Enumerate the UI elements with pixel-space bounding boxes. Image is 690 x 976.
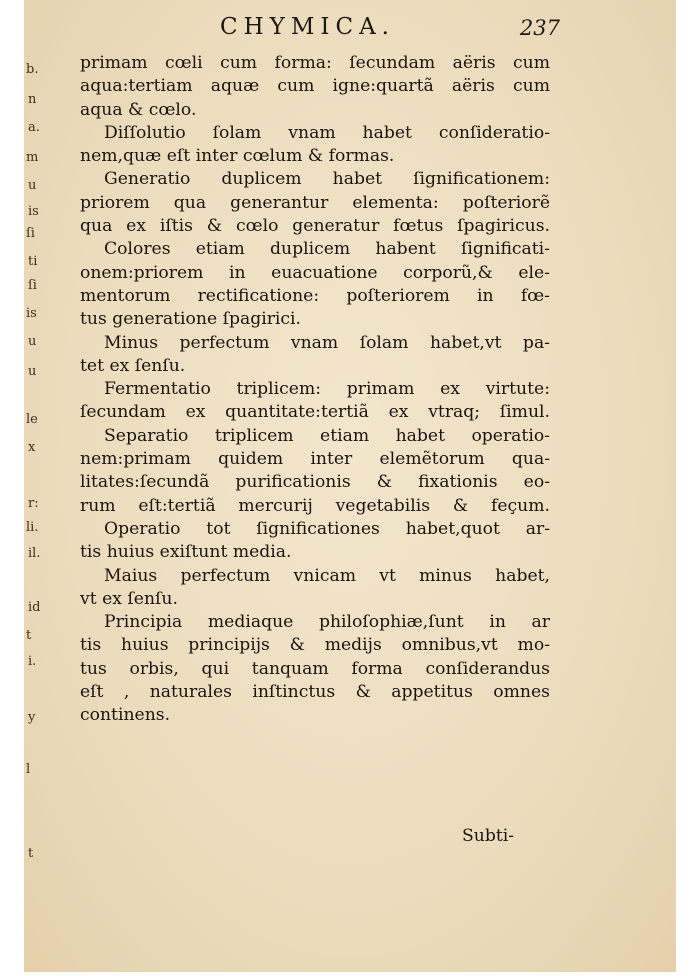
gutter-mark: t — [26, 628, 32, 643]
text-line: priorem qua generantur elementa: poſteriorẽ — [80, 192, 550, 213]
text-line: tis huius principijs & medijs omnibus,vt mo- — [80, 635, 550, 656]
running-title: CHYMICA. — [220, 14, 395, 40]
text-line: nem:primam quidem inter elemẽtorum qua- — [80, 449, 550, 470]
text-line: ſecundam ex quantitate:tertiã ex vtraq; ſimul. — [80, 402, 550, 423]
text-line: tis huius exiſtunt media. — [80, 542, 292, 563]
text-line: tus orbis, qui tanquam forma conſiderandus — [80, 658, 550, 679]
gutter-mark: li. — [26, 520, 39, 535]
text-line: Principia mediaque philoſophiæ,ſunt in ar — [104, 612, 550, 633]
gutter-mark: le — [26, 412, 38, 427]
text-line: continens. — [80, 705, 171, 726]
text-line: tet ex ſenſu. — [80, 355, 186, 376]
gutter-mark: is — [28, 204, 39, 219]
gutter-mark: is — [26, 306, 37, 321]
text-line: Fermentatio triplicem: primam ex virtute: — [104, 379, 550, 400]
text-line: litates:ſecundã purificationis & fixationis eo- — [80, 472, 550, 493]
gutter-mark: l — [26, 762, 31, 777]
text-line: tus generatione ſpagirici. — [80, 309, 302, 330]
text-line: Generatio duplicem habet ſignificationem: — [104, 169, 550, 190]
gutter-mark: il. — [28, 546, 41, 561]
gutter-mark: x — [28, 440, 36, 455]
gutter-mark: u — [28, 178, 37, 193]
text-line: aqua & cœlo. — [80, 99, 197, 120]
text-line: Minus perfectum vnam ſolam habet,vt pa- — [104, 332, 550, 353]
facing-page-gutter — [24, 0, 74, 972]
gutter-mark: t — [28, 846, 34, 861]
gutter-mark: y — [28, 710, 36, 725]
catchword: Subti- — [462, 826, 515, 846]
gutter-mark: ſi — [28, 278, 37, 293]
gutter-mark: ti — [28, 254, 38, 269]
gutter-mark: u — [28, 334, 37, 349]
text-line: onem:priorem in euacuatione corporũ,& ele- — [80, 262, 550, 283]
gutter-mark: u — [28, 364, 37, 379]
text-line: vt ex ſenſu. — [80, 588, 178, 609]
gutter-mark: id — [28, 600, 41, 615]
text-line: Diſſolutio ſolam vnam habet conſideratio- — [104, 122, 550, 143]
gutter-mark: i. — [28, 654, 37, 669]
gutter-mark: ſi — [26, 226, 35, 241]
text-line: Maius perfectum vnicam vt minus habet, — [104, 565, 550, 586]
text-line: rum eſt:tertiã mercurij vegetabilis & feçum. — [80, 495, 550, 516]
body-text — [80, 52, 550, 728]
text-line: Separatio triplicem etiam habet operatio- — [104, 425, 550, 446]
gutter-mark: b. — [26, 62, 39, 77]
book-page — [24, 0, 676, 972]
text-line: primam cœli cum forma: ſecundam aëris cum — [80, 53, 550, 73]
text-line: Colores etiam duplicem habent ſignificati- — [104, 239, 550, 260]
text-line: Operatio tot ſignificationes habet,quot ar- — [104, 518, 550, 539]
text-line: eſt , naturales inſtinctus & appetitus omnes — [80, 682, 550, 703]
gutter-mark: m — [26, 150, 39, 165]
text-line: mentorum rectificatione: poſteriorem in fœ- — [80, 285, 550, 306]
gutter-mark: r: — [28, 496, 39, 511]
page-header — [80, 12, 560, 48]
gutter-mark: a. — [28, 120, 40, 135]
page-number: 237 — [519, 16, 560, 40]
text-line: aqua:tertiam aquæ cum igne:quartã aëris cum — [80, 76, 550, 97]
gutter-mark: n — [28, 92, 37, 107]
text-line: qua ex iſtis & cœlo generatur fœtus ſpagiricus. — [80, 216, 550, 237]
text-line: nem,quæ eſt inter cœlum & formas. — [80, 146, 395, 167]
